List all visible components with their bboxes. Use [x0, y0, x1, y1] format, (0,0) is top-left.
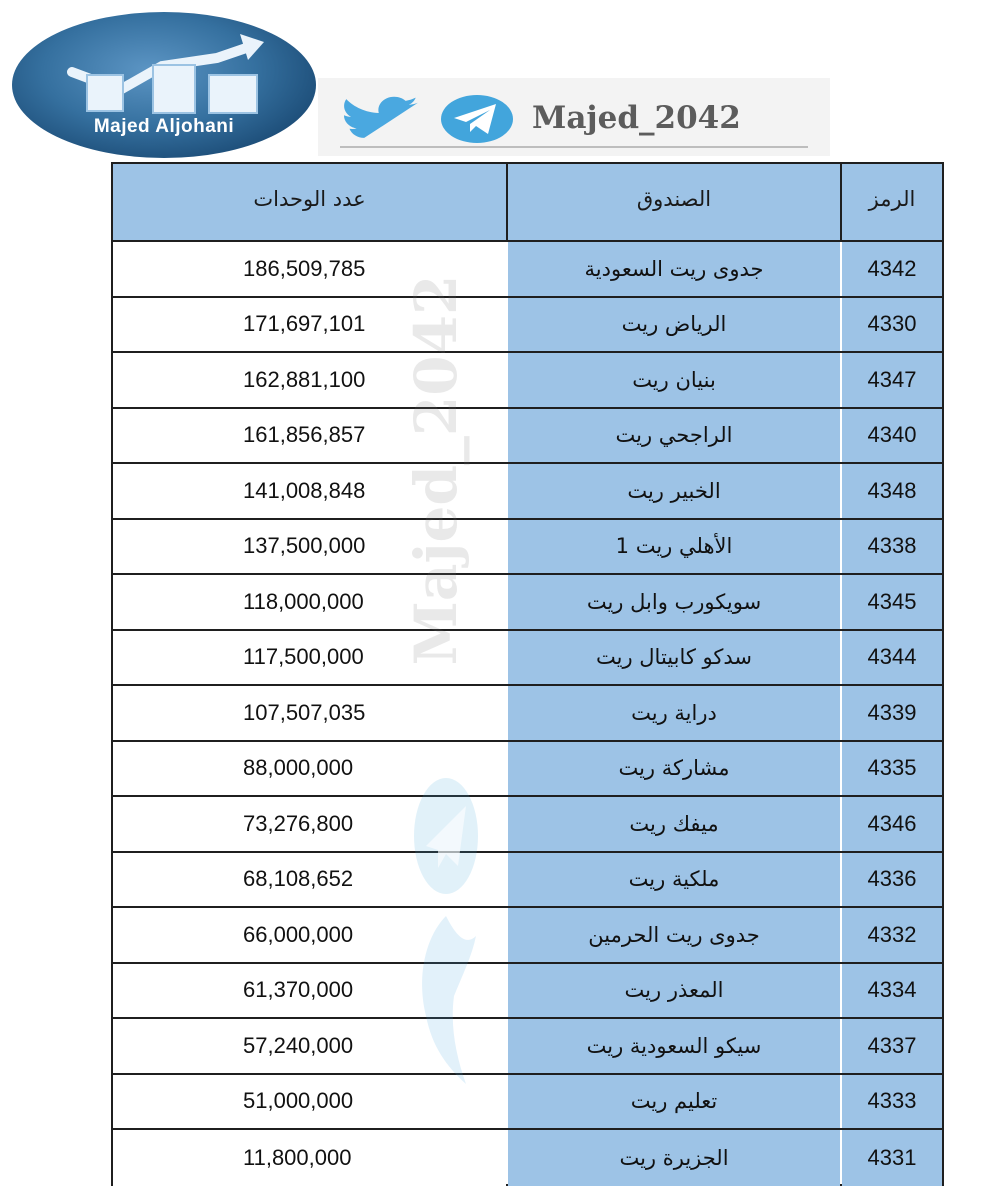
cell-fund: سدكو كابيتال ريت: [596, 645, 752, 670]
cell-units: 107,507,035: [243, 699, 366, 725]
cell-units: 186,509,785: [243, 255, 366, 281]
cell-code: 4340: [867, 422, 917, 448]
table-body: [113, 242, 942, 1186]
table-row: [113, 686, 942, 742]
table-row: [113, 853, 942, 909]
table-row: [113, 409, 942, 465]
cell-units: 11,800,000: [243, 1144, 352, 1170]
table-row: [113, 964, 942, 1020]
logo-bar-1: [86, 74, 124, 112]
cell-units: 118,000,000: [243, 588, 364, 614]
cell-fund: الجزيرة ريت: [619, 1145, 729, 1170]
logo-text: Majed Aljohani: [93, 116, 235, 137]
cell-units: 162,881,100: [243, 366, 366, 392]
cell-code: 4331: [867, 1144, 917, 1170]
cell-fund: جدوى ريت السعودية: [584, 256, 764, 281]
cell-code: 4346: [867, 810, 917, 836]
social-handle: Majed_2042: [532, 100, 741, 136]
cell-units: 66,000,000: [243, 921, 354, 947]
cell-code: 4334: [867, 977, 917, 1003]
cell-units: 117,500,000: [243, 644, 364, 670]
header-code: الرمز: [868, 187, 916, 211]
table-row: [113, 298, 942, 354]
cell-units: 141,008,848: [243, 477, 366, 503]
table-row: [113, 464, 942, 520]
table-row: [113, 631, 942, 687]
cell-units: 73,276,800: [243, 810, 354, 836]
cell-units: 137,500,000: [243, 533, 366, 559]
cell-fund: الراجحي ريت: [615, 423, 733, 448]
cell-fund: مشاركة ريت: [618, 756, 730, 781]
cell-fund: الأهلي ريت 1: [615, 534, 733, 559]
table-row: [113, 742, 942, 798]
cell-code: 4330: [867, 311, 917, 337]
table-row: [113, 353, 942, 409]
cell-code: 4333: [867, 1088, 917, 1114]
header-fund: الصندوق: [506, 164, 842, 240]
reit-units-table: [111, 162, 944, 1186]
cell-fund: بنيان ريت: [632, 367, 716, 392]
cell-code: 4342: [867, 255, 917, 281]
table-row: [113, 1075, 942, 1131]
cell-code: 4337: [867, 1032, 917, 1058]
cell-code: 4339: [867, 699, 917, 725]
cell-units: 88,000,000: [243, 755, 354, 781]
cell-code: 4345: [867, 588, 917, 614]
table-row: [113, 908, 942, 964]
cell-fund: ميفك ريت: [629, 811, 719, 836]
telegram-icon: [440, 94, 514, 144]
cell-fund: سويكورب وابل ريت: [586, 589, 762, 614]
cell-code: 4335: [867, 755, 917, 781]
cell-units: 171,697,101: [243, 311, 366, 337]
logo-bar-3: [208, 74, 258, 114]
cell-code: 4338: [867, 533, 917, 559]
table-row: [113, 242, 942, 298]
cell-units: 68,108,652: [243, 866, 354, 892]
cell-units: 61,370,000: [243, 977, 354, 1003]
cell-units: 57,240,000: [243, 1032, 354, 1058]
cell-code: 4344: [867, 644, 917, 670]
cell-fund: المعذر ريت: [624, 978, 724, 1003]
cell-fund: سيكو السعودية ريت: [586, 1033, 762, 1058]
cell-fund: الرياض ريت: [621, 312, 727, 337]
cell-code: 4332: [867, 921, 917, 947]
table-row: [113, 520, 942, 576]
twitter-icon: [340, 96, 424, 140]
cell-fund: الخبير ريت: [627, 478, 721, 503]
table-row: [113, 1130, 942, 1186]
social-underline: [340, 146, 808, 148]
table-row: [113, 1019, 942, 1075]
cell-fund: جدوى ريت الحرمين: [588, 922, 760, 947]
cell-fund: ملكية ريت: [628, 867, 720, 892]
cell-code: 4347: [867, 366, 917, 392]
cell-units: 51,000,000: [243, 1088, 354, 1114]
table-header-row: [113, 164, 942, 242]
cell-code: 4348: [867, 477, 917, 503]
cell-units: 161,856,857: [243, 422, 366, 448]
cell-code: 4336: [867, 866, 917, 892]
brand-logo: [12, 12, 316, 158]
table-row: [113, 797, 942, 853]
logo-bar-2: [152, 64, 196, 114]
cell-fund: دراية ريت: [631, 700, 717, 725]
header-units: عدد الوحدات: [253, 187, 366, 211]
table-row: [113, 575, 942, 631]
cell-fund: تعليم ريت: [630, 1089, 718, 1114]
